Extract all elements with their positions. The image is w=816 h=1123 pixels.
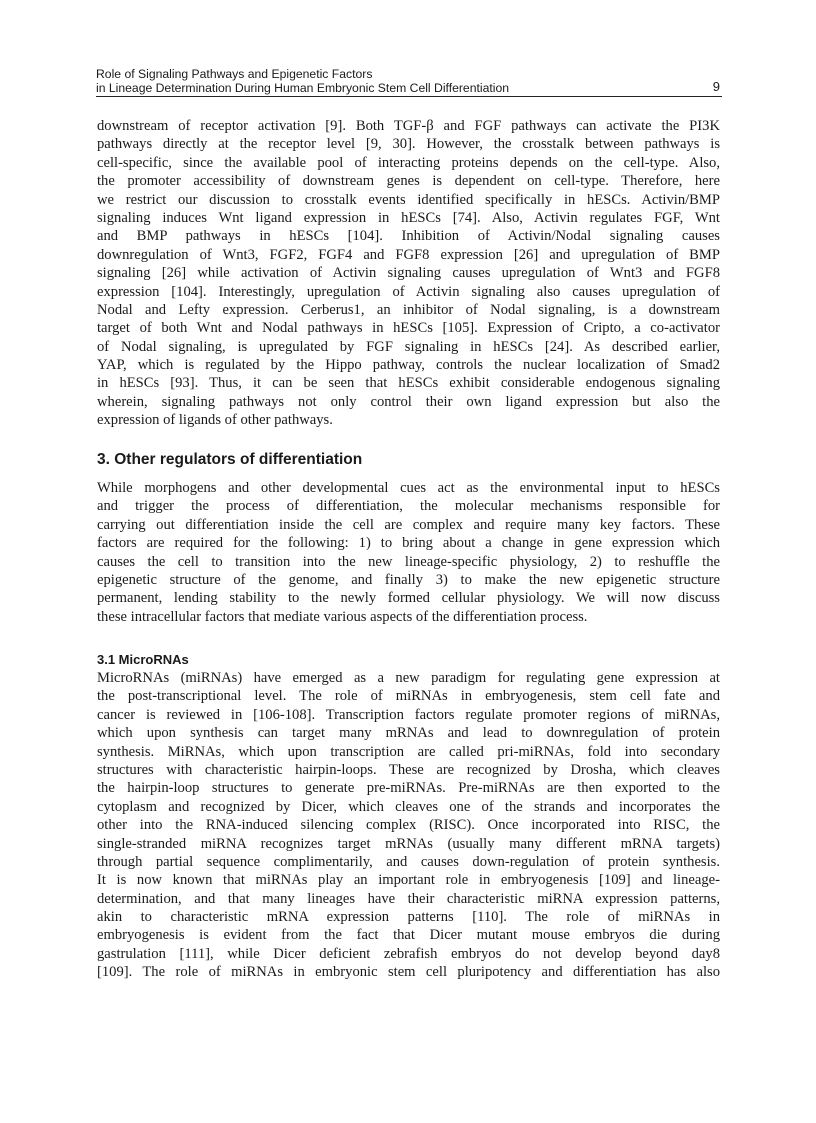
text-line: signaling induces Wnt ligand expression in hESCs [74]. Also, Activin regulates FGF, Wnt (97, 209, 720, 226)
text-line: wherein, signaling pathways not only control their own ligand expression but also the (97, 393, 720, 410)
text-line: determination, and that many lineages have their characteristic miRNA expression patterns, (97, 890, 720, 907)
text-line: the hairpin-loop structures to generate pre-miRNAs. Pre-miRNAs are then exported to the (97, 780, 720, 797)
text-line: epigenetic structure of the genome, and finally 3) to make the new epigenetic structure (97, 571, 720, 588)
text-line: pathways directly at the receptor level [9, 30]. However, the crosstalk between pathways is (97, 136, 720, 153)
text-line: cancer is reviewed in [106-108]. Transcription factors regulate promoter regions of miRNAs, (97, 706, 720, 723)
text-line: single-stranded miRNA recognizes target mRNAs (usually many different mRNA targets) (97, 835, 720, 852)
paragraph-crosstalk (97, 117, 720, 430)
text-line: through partial sequence complimentarily, and causes down-regulation of protein synthesis. (97, 853, 720, 870)
text-line: It is now known that miRNAs play an important role in embryogenesis [109] and lineage- (97, 872, 720, 889)
subsection-heading-3-1: 3.1 MicroRNAs (97, 652, 189, 667)
text-line: carrying out differentiation inside the cell are complex and require many key factors. These (97, 516, 720, 533)
text-line: which upon synthesis can target many mRNAs and lead to downregulation of protein (97, 725, 720, 742)
text-line: embryogenesis is evident from the fact that Dicer mutant mouse embryos die during (97, 927, 720, 944)
page-number: 9 (712, 79, 720, 94)
text-line: and BMP pathways in hESCs [104]. Inhibition of Activin/Nodal signaling causes (97, 228, 720, 245)
text-line: signaling [26] while activation of Activin signaling causes upregulation of Wnt3 and FGF8 (97, 265, 720, 282)
text-line: [109]. The role of miRNAs in embryonic stem cell pluripotency and differentiation has also (97, 964, 720, 981)
text-line: and trigger the process of differentiation, the molecular mechanisms responsible for (97, 498, 720, 515)
text-line: While morphogens and other developmental cues act as the environmental input to hESCs (97, 480, 720, 496)
text-line: cytoplasm and recognized by Dicer, which cleaves one of the strands and incorporates the (97, 798, 720, 815)
text-line: downregulation of Wnt3, FGF2, FGF4 and FGF8 expression [26] and upregulation of BMP (97, 246, 720, 263)
text-line: the promoter accessibility of downstream genes is dependent on cell-type. Therefore, here (97, 173, 720, 190)
text-line: structures with characteristic hairpin-loops. These are recognized by Drosha, which cleaves (97, 761, 720, 778)
running-header (96, 67, 722, 97)
text-line: cell-specific, since the available pool of interacting proteins depends on the cell-type. Also, (97, 154, 720, 171)
text-line: akin to characteristic mRNA expression patterns [110]. The role of miRNAs in (97, 909, 720, 926)
text-line: permanent, lending stability to the newly formed cellular physiology. We will now discuss (97, 590, 720, 607)
text-line: target of both Wnt and Nodal pathways in hESCs [105]. Expression of Cripto, a co-activator (97, 320, 720, 337)
text-line: Nodal and Lefty expression. Cerberus1, an inhibitor of Nodal signaling, is a downstream (97, 301, 720, 318)
paragraph-other-regulators (97, 479, 720, 626)
text-line: MicroRNAs (miRNAs) have emerged as a new paradigm for regulating gene expression at (97, 670, 720, 686)
text-line: of Nodal signaling, is upregulated by FGF signaling in hESCs [24]. As described earlier, (97, 338, 720, 355)
text-line: other into the RNA-induced silencing complex (RISC). Once incorporated into RISC, the (97, 817, 720, 834)
running-title-line-2: in Lineage Determination During Human Embryonic Stem Cell Differentiation (96, 81, 509, 95)
text-line: in hESCs [93]. Thus, it can be seen that hESCs exhibit considerable endogenous signaling (97, 375, 720, 392)
text-line: YAP, which is regulated by the Hippo pathway, controls the nuclear localization of Smad2 (97, 357, 720, 374)
text-line: expression of ligands of other pathways. (97, 412, 333, 429)
text-line: gastrulation [111], while Dicer deficient zebrafish embryos do not develop beyond day8 (97, 945, 720, 962)
text-line: downstream of receptor activation [9]. Both TGF-β and FGF pathways can activate the PI3K (97, 118, 720, 134)
text-line: expression [104]. Interestingly, upregulation of Activin signaling also causes upregulation of (97, 283, 720, 300)
running-title-line-1: Role of Signaling Pathways and Epigenetic Factors (96, 67, 373, 81)
text-line: factors are required for the following: 1) to bring about a change in gene expression which (97, 535, 720, 552)
text-line: these intracellular factors that mediate various aspects of the differentiation process. (97, 608, 588, 625)
text-line: causes the cell to transition into the new lineage-specific physiology, 2) to reshuffle the (97, 553, 720, 570)
section-heading-3: 3. Other regulators of differentiation (97, 451, 363, 468)
text-line: the post-transcriptional level. The role of miRNAs in embryogenesis, stem cell fate and (97, 688, 720, 705)
paragraph-micrornas (97, 669, 720, 982)
text-line: we restrict our discussion to crosstalk events identified specifically in hESCs. Activin/BMP (97, 191, 720, 208)
text-line: synthesis. MiRNAs, which upon transcription are called pri-miRNAs, fold into secondary (97, 743, 720, 760)
